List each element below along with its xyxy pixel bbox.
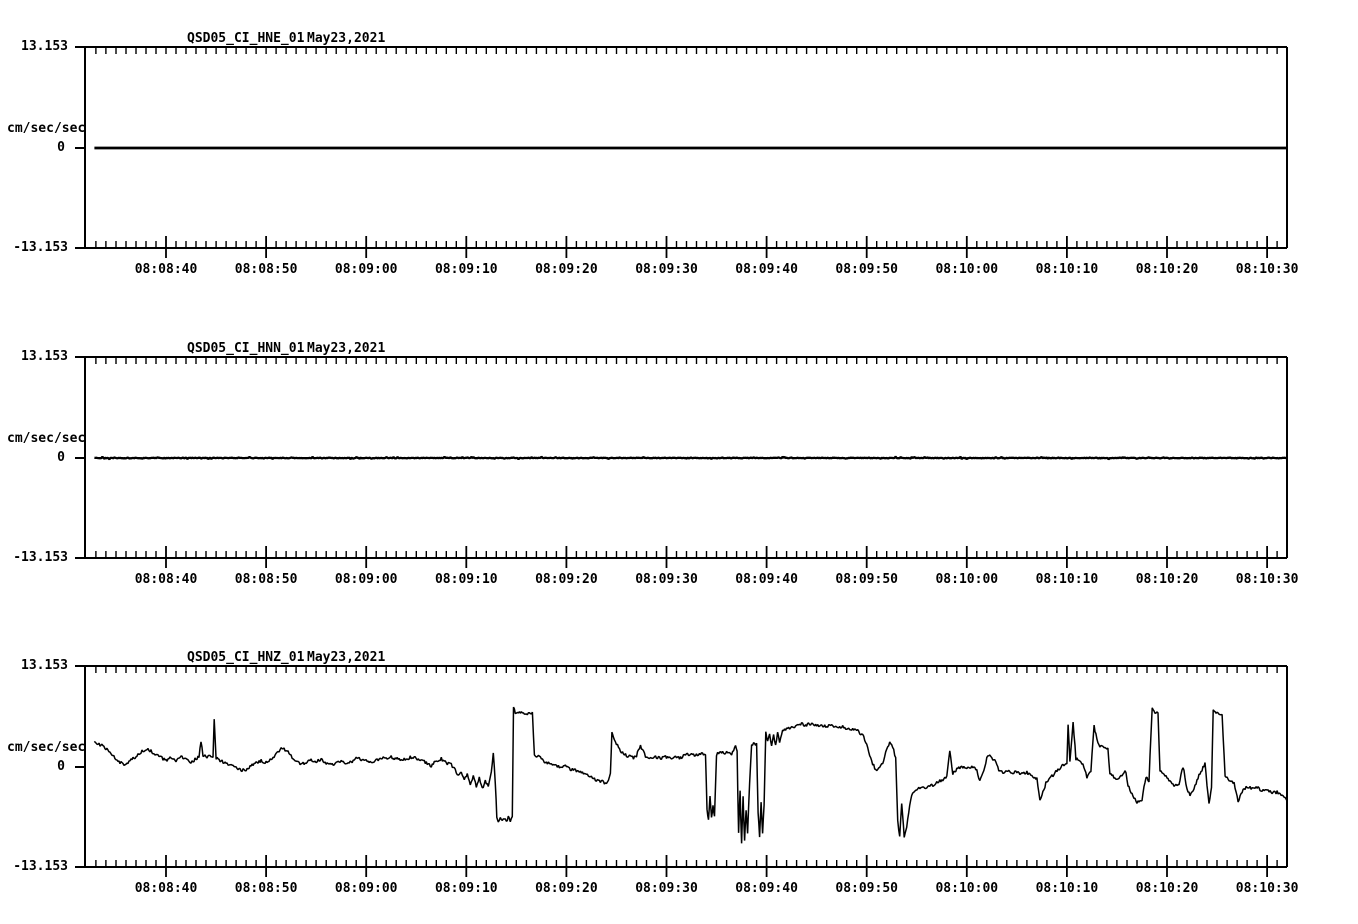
- x-tick-label: 08:09:50: [835, 262, 898, 277]
- x-tick-label: 08:09:30: [635, 881, 698, 896]
- x-tick-label: 08:09:40: [735, 881, 798, 896]
- x-tick-label: 08:08:50: [234, 572, 298, 587]
- panel1-ymin-label: -13.153: [13, 240, 68, 255]
- x-tick-label: 08:10:10: [1035, 262, 1099, 277]
- x-tick-label: 08:09:30: [635, 572, 698, 587]
- x-tick-label: 08:08:50: [234, 881, 298, 896]
- x-tick-label: 08:09:10: [434, 572, 498, 587]
- panel3-ymin-label: -13.153: [13, 859, 68, 874]
- x-tick-label: 08:09:30: [635, 262, 698, 277]
- x-tick-label: 08:10:20: [1135, 881, 1199, 896]
- x-tick-label: 08:08:40: [134, 881, 198, 896]
- panel2-units-label: cm/sec/sec: [7, 431, 86, 446]
- x-tick-label: 08:10:00: [935, 262, 999, 277]
- x-tick-label: 08:09:00: [334, 262, 398, 277]
- x-tick-label: 08:09:10: [434, 881, 498, 896]
- x-tick-label: 08:09:10: [434, 262, 498, 277]
- x-tick-label: 08:09:50: [835, 881, 898, 896]
- panel2-ymax-label: 13.153: [21, 349, 68, 364]
- x-tick-label: 08:10:30: [1235, 262, 1299, 277]
- x-tick-label: 08:09:00: [334, 881, 398, 896]
- panel3-units-label: cm/sec/sec: [7, 740, 86, 755]
- x-tick-label: 08:08:50: [234, 262, 298, 277]
- panel3-ymax-label: 13.153: [21, 658, 68, 673]
- x-tick-label: 08:10:30: [1235, 572, 1299, 587]
- x-tick-label: 08:10:00: [935, 881, 999, 896]
- panel2-zero-label: 0: [57, 450, 65, 465]
- panel1-title-station: QSD05_CI_HNE_01: [187, 31, 305, 46]
- x-tick-label: 08:10:10: [1035, 572, 1099, 587]
- x-tick-label: 08:10:00: [935, 572, 999, 587]
- panel2-ymin-label: -13.153: [13, 550, 68, 565]
- x-tick-label: 08:09:40: [735, 262, 798, 277]
- panel1-ymax-label: 13.153: [21, 39, 68, 54]
- panel2-title-date: May23,2021: [307, 341, 386, 356]
- x-tick-label: 08:09:20: [535, 881, 598, 896]
- panel3-title-station: QSD05_CI_HNZ_01: [187, 650, 305, 665]
- x-tick-label: 08:10:20: [1135, 262, 1199, 277]
- x-tick-label: 08:09:50: [835, 572, 898, 587]
- x-tick-label: 08:10:30: [1235, 881, 1299, 896]
- x-tick-label: 08:08:40: [134, 262, 198, 277]
- x-tick-label: 08:09:00: [334, 572, 398, 587]
- panel3-title-date: May23,2021: [307, 650, 386, 665]
- x-tick-label: 08:10:10: [1035, 881, 1099, 896]
- x-tick-label: 08:09:20: [535, 572, 598, 587]
- x-tick-label: 08:08:40: [134, 572, 198, 587]
- panel2-title-station: QSD05_CI_HNN_01: [187, 341, 305, 356]
- panel1-units-label: cm/sec/sec: [7, 121, 86, 136]
- x-tick-label: 08:09:20: [535, 262, 598, 277]
- panel3-zero-label: 0: [57, 759, 65, 774]
- panel1-title-date: May23,2021: [307, 31, 386, 46]
- x-tick-label: 08:10:20: [1135, 572, 1199, 587]
- panel1-zero-label: 0: [57, 140, 65, 155]
- x-tick-label: 08:09:40: [735, 572, 798, 587]
